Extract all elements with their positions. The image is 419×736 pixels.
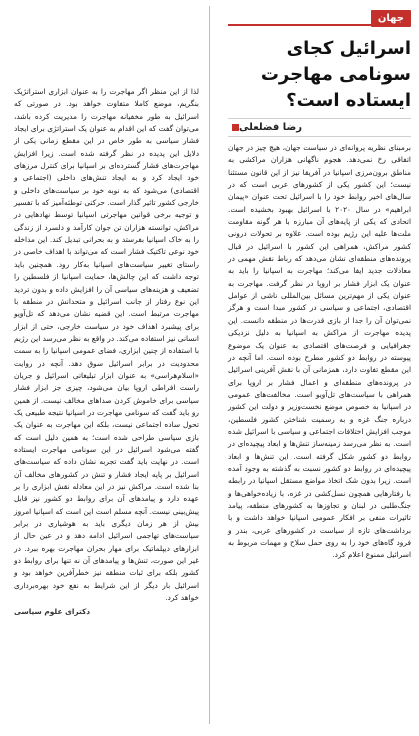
section-tag-row <box>228 6 411 26</box>
article-body-right: برمبنای نظریه پروانه‌ای در سیاست جهان، هیچ چیز در جهان اتفاقی رخ نمی‌دهد. هجوم ناگهانی هزاران مراکشی به مناطق برون‌مرزی اسپانیا در آفریقا نیز از این قانون مستثنا نیست؛ این کشور یکی از کشورهای عربی است که در سال‌های اخیر روابط خود را با اسرائیل تحت عنوان «پیمان ابراهیم» در سال ۲۰۲۰ با اسرائیل بهبود بخشیده است. اتحادی که یکی از پایه‌های آن مبارزه با هر گونه مقاومت ملت‌ها علیه این رژیم بوده است. علاوه بر تحولات درونی کشور مراکش، همراهی این کشور با اسرائیل در قبال پرونده‌های منطقه‌ای نشان می‌دهد که رباط نقش مهمی در معادلات جدید ایفا می‌کند؛ مهاجرت به اسپانیا را باید به عنوان یک ابزار فشار بر اروپا در نظر گرفت. مهاجرت به عنوان یکی از مهم‌ترین مسائل بین‌المللی ناشی از عوامل اقتصادی، اجتماعی و سیاسی در کشور مبدا است و هرگز نمی‌توان آن را جدا از بازی قدرت‌ها در منطقه دانست. این پدیده مهاجرت از مراکش به اسپانیا به دلیل نزدیکی جغرافیایی و فرصت‌های اقتصادی به عنوان یک موضوع پیوسته در روابط دو کشور مطرح بوده است. اما آنچه در این مقطع تفاوت دارد، همزمانی آن با نقش آفرینی اسرائیل در پرونده‌های منطقه‌ای و اعمال فشار بر اروپا برای همراهی با سیاست‌های تل‌آویو است. مخالفت‌های عمومی در اسپانیا به خصوص موضع نخست‌وزیر و دولت این کشور درباره جنگ غزه و به رسمیت شناختن کشور فلسطین، موجب افزایش اختلافات اجتماعی و سیاسی با اسرائیل شده است. به نظر می‌رسد زمینه‌ساز تنش‌ها و ابعاد پیچیده‌ای در روابط دو کشور شکل گرفته است. این تنش‌ها و ابعاد پیچیده‌ای در روابط دو کشور نسبت به گذشته به وجود آمده است. زیرا بدون شک اتخاذ مواضع مستقل اسپانیا در رابطه با رفتارهایی همچون نسل‌کشی در غزه، با زیاده‌خواهی‌ها و جنگ‌طلبی در لبنان و تجاوزها به کشورهای منطقه، پیامد تاثیرات منفی بر افکار عمومی اسپانیا خواهد داشت و با برداشت‌های تازه از سیاست در کشورهای عربی، بندر و فرود گاه‌های خود را به روی حمل سلاح و مهمات مربوط به اسرائیل ممنوع اعلام کرد. <box>228 143 411 560</box>
article-column-right <box>228 6 411 562</box>
byline-row <box>228 118 411 137</box>
article-byline: رضا فضلعلی <box>239 122 302 133</box>
author-credit: دکترای علوم سیاسی <box>14 607 91 617</box>
section-tag: جهان <box>371 10 411 27</box>
article-headline: اسرائیل کجای سونامی مهاجرت ایستاده است؟ <box>260 38 411 111</box>
article-column-left <box>14 86 199 618</box>
column-divider <box>209 6 210 724</box>
byline-square-icon <box>232 124 239 131</box>
article-body-left: لذا از این منظر اگر مهاجرت را به عنوان ابزاری استراتژیک بنگریم، موضع کاملا متفاوت خواهد بود. در صورتی که اسرائیل به طور مخفیانه مهاجرت را مدیریت کرده باشد، می‌توان گفت که این اقدام به عنوان یک استراتژی برای ایجاد فشار سیاسی به طور خاص در این مقطع زمانی یکی از دلایل این پدیده در نظر گرفته شده است. زیرا افزایش مهاجرت‌های فشار گسترده‌ای بر اسپانیا برای کنترل مرزهای خود ایجاد کرد و به ایجاد تنش‌های داخلی (اجتماعی و اقتصادی) می‌شود که به نوبه خود بر سیاست‌های داخلی و خارجی کشور تاثیر گذار است. حرکتی توطئه‌آمیز که با تفسیر و توجیه برخی قوانین مهاجرتی اسپانیا توسط نهادهایی در مراکش، توانسته هزاران تن جوان کارآمد و دلسرد از زندگی را به‌ خاک اسپانیا بفرستد و به بحرانی تبدیل کند. این مداخله خود نوعی تاکتیک فشار است که می‌تواند با اهداف خاصی در راستای تغییر سیاست‌های اسپانیا به‌کار رود. همچنین باید توجه داشت که این چالش‌ها، حمایت اسپانیا از فلسطین را تضعیف و هزینه‌های سیاسی آن را افزایش داده و بدون تردید این نوع رفتار از جانب اسرائیل و متحدانش در منطقه با مهاجرت مرتبط است. این قضیه نشان می‌دهد که تل‌آویو برای پیشبرد اهداف خود در سیاست خارجی، حتی از ابزار انسانی نیز استفاده می‌کند. در واقع به نظر می‌رسد این رژیم با استفاده از چنین ابزاری، فضای عمومی اسپانیا را به سمت محدودیت در برابر اسرائیل سوق دهد. آنچه در روایت «اسلام‌هراسی» به عنوان ابزار تبلیغاتی اسرائیل و جریان راست افراطی اروپا بیان می‌شود، چیزی جز ابزار فشار سیاسی برای خاموش کردن صداهای مخالف نیست. از همین رو باید گفت که سونامی مهاجرت در اسپانیا نتیجه طبیعی یک تحول ساده اجتماعی نیست، بلکه این مهاجرت به عنوان یک بازی سیاسی طراحی شده است؛ به همین دلیل است که گفته می‌شود اسرائیل در این سونامی مهاجرت ایستاده است. در نهایت باید گفت تجربه نشان داده که سیاست‌های اسرائیل بر پایه ایجاد فشار و تنش در کشورهای مخالف آن بنا شده است. مراکش نیز در این معادله نقش ابزاری را بر عهده دارد و پیامدهای آن برای روابط دو کشور نیز قابل پیش‌بینی نیست. آنچه مسلم است این است که اسپانیا امروز بیش از هر زمان دیگری باید به هوشیاری در برابر سیاست‌های تهاجمی اسرائیل ادامه دهد و در عین حال از ابزارهای دیپلماتیک برای مهار بحران مهاجرت بهره ببرد. در غیر این صورت، تنش‌ها و پیامدهای آن نه تنها برای روابط دو کشور بلکه برای ثبات منطقه نیز خطرآفرین خواهد بود و اسرائیل بار دیگر از این شرایط به نفع خود بهره‌برداری خواهد کرد. <box>14 87 199 603</box>
